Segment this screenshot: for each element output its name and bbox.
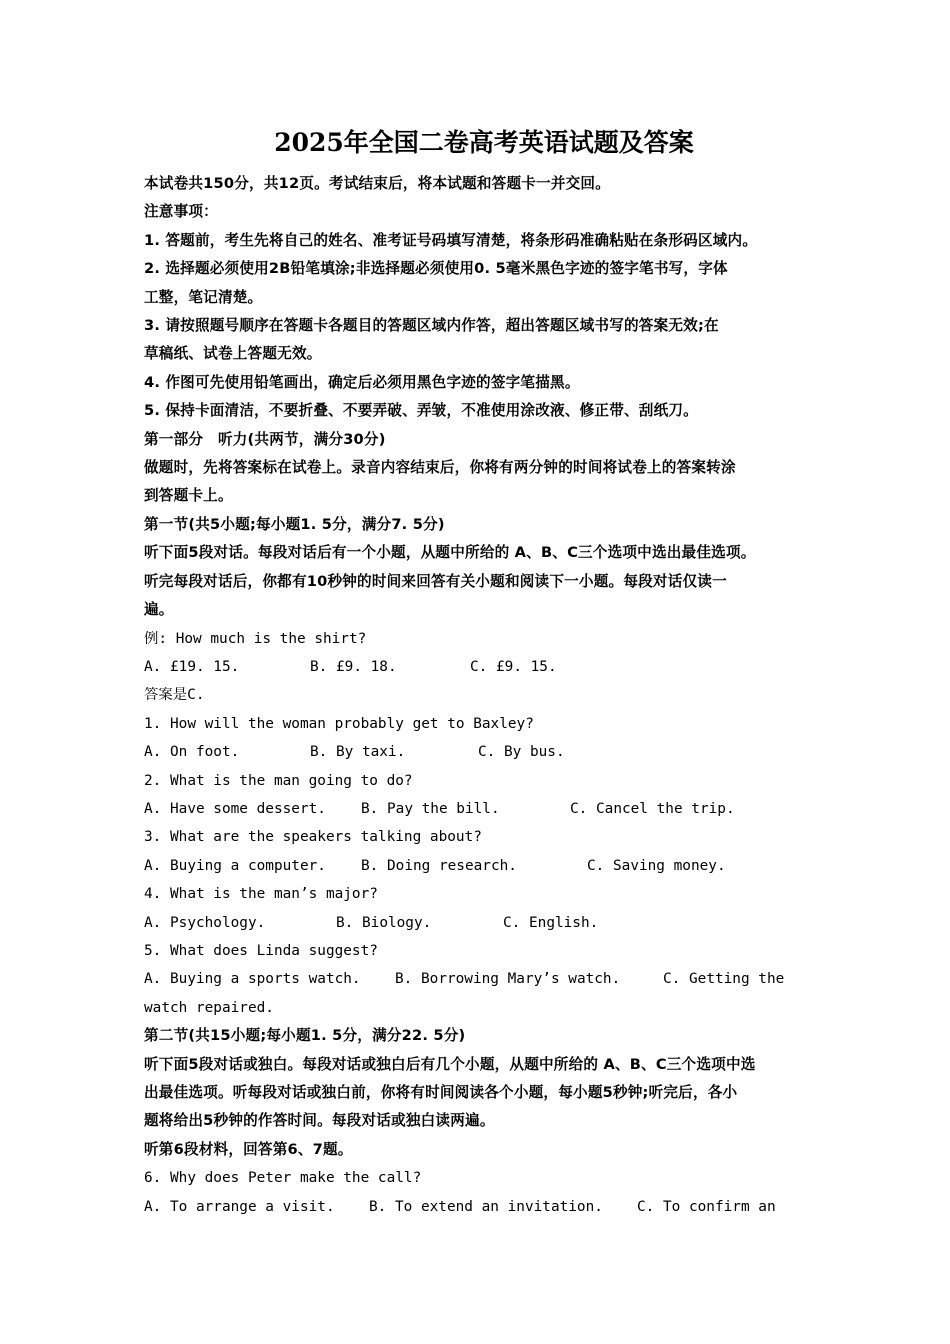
option-c: C. Getting the bbox=[663, 971, 785, 988]
question-4: 4. What is the man’s major? bbox=[144, 886, 378, 903]
notice-item: 工整，笔记清楚。 bbox=[144, 288, 263, 306]
question-6: 6. Why does Peter make the call? bbox=[144, 1170, 422, 1187]
section2-instruction: 题将给出5秒钟的作答时间。每段对话或独白读两遍。 bbox=[144, 1112, 495, 1130]
question-4-options bbox=[144, 909, 824, 937]
option-a: A. Buying a computer. bbox=[144, 857, 326, 874]
notice-item: 5. 保持卡面清洁，不要折叠、不要弄破、弄皱，不准使用涂改液、修正带、刮纸刀。 bbox=[144, 402, 698, 420]
option-a: A. To arrange a visit. bbox=[144, 1198, 335, 1215]
material-note: 听第6段材料，回答第6、7题。 bbox=[144, 1140, 353, 1158]
part1-heading: 第一部分 听力(共两节，满分30分) bbox=[144, 430, 386, 448]
question-2: 2. What is the man going to do? bbox=[144, 772, 413, 789]
example-answer: 答案是C. bbox=[144, 687, 205, 704]
option-c: C. By bus. bbox=[478, 744, 565, 761]
section2-instruction: 出最佳选项。听每段对话或独白前，你将有时间阅读各个小题，每小题5秒钟;听完后，各小 bbox=[144, 1084, 738, 1101]
section1-instruction: 听下面5段对话。每段对话后有一个小题，从题中所给的 A、B、C三个选项中选出最佳选项。 bbox=[144, 544, 756, 562]
exam-page bbox=[144, 124, 824, 1221]
option-b: B. Borrowing Mary’s watch. bbox=[395, 971, 621, 988]
section1-instruction: 遍。 bbox=[144, 601, 174, 619]
option-c: C. Saving money. bbox=[587, 857, 726, 874]
option-b: B. Biology. bbox=[336, 914, 432, 931]
option-a: A. £19. 15. bbox=[144, 658, 240, 675]
part1-instruction: 到答题卡上。 bbox=[144, 487, 233, 505]
option-b: B. Doing research. bbox=[361, 857, 517, 874]
question-1-options bbox=[144, 738, 824, 766]
section1-heading: 第一节(共5小题;每小题1. 5分，满分7. 5分) bbox=[144, 515, 445, 533]
option-b: B. By taxi. bbox=[310, 744, 406, 761]
question-3: 3. What are the speakers talking about? bbox=[144, 829, 482, 846]
question-5-option-c-continued: watch repaired. bbox=[144, 999, 274, 1016]
option-a: A. On foot. bbox=[144, 744, 240, 761]
notice-item: 4. 作图可先使用铅笔画出，确定后必须用黑色字迹的签字笔描黑。 bbox=[144, 373, 580, 391]
page-title: 2025年全国二卷高考英语试题及答案 bbox=[274, 128, 694, 157]
intro-line: 本试卷共150分，共12页。考试结束后，将本试题和答题卡一并交回。 bbox=[144, 175, 610, 192]
section1-instruction: 听完每段对话后，你都有10秒钟的时间来回答有关小题和阅读下一小题。每段对话仅读一 bbox=[144, 572, 727, 590]
option-b: B. Pay the bill. bbox=[361, 800, 500, 817]
option-c: C. To confirm an bbox=[637, 1198, 776, 1215]
option-a: A. Have some dessert. bbox=[144, 800, 326, 817]
option-a: A. Buying a sports watch. bbox=[144, 971, 361, 988]
section2-instruction: 听下面5段对话或独白。每段对话或独白后有几个小题，从题中所给的 A、B、C三个选项中选 bbox=[144, 1055, 756, 1073]
example-options bbox=[144, 653, 824, 681]
question-6-options bbox=[144, 1193, 824, 1221]
option-b: B. To extend an invitation. bbox=[369, 1198, 603, 1215]
notice-item: 草稿纸、试卷上答题无效。 bbox=[144, 345, 322, 363]
notice-item: 3. 请按照题号顺序在答题卡各题目的答题区域内作答，超出答题区域书写的答案无效;在 bbox=[144, 317, 719, 335]
option-c: C. £9. 15. bbox=[470, 658, 557, 675]
question-5-options bbox=[144, 965, 824, 993]
option-a: A. Psychology. bbox=[144, 914, 266, 931]
option-c: C. English. bbox=[503, 914, 599, 931]
notice-item: 1. 答题前，考生先将自己的姓名、准考证号码填写清楚，将条形码准确粘贴在条形码区域内。 bbox=[144, 231, 758, 249]
section2-heading: 第二节(共15小题;每小题1. 5分，满分22. 5分) bbox=[144, 1027, 466, 1045]
option-c: C. Cancel the trip. bbox=[570, 800, 735, 817]
notice-item: 2. 选择题必须使用2B铅笔填涂;非选择题必须使用0. 5毫米黑色字迹的签字笔书写，字体 bbox=[144, 260, 728, 278]
part1-instruction: 做题时，先将答案标在试卷上。录音内容结束后，你将有两分钟的时间将试卷上的答案转涂 bbox=[144, 459, 736, 477]
question-5: 5. What does Linda suggest? bbox=[144, 942, 378, 959]
option-b: B. £9. 18. bbox=[310, 658, 397, 675]
question-1: 1. How will the woman probably get to Baxley? bbox=[144, 715, 534, 732]
notice-heading: 注意事项： bbox=[144, 203, 218, 221]
example-question: 例: How much is the shirt? bbox=[144, 630, 367, 647]
question-3-options bbox=[144, 852, 824, 880]
question-2-options bbox=[144, 795, 824, 823]
